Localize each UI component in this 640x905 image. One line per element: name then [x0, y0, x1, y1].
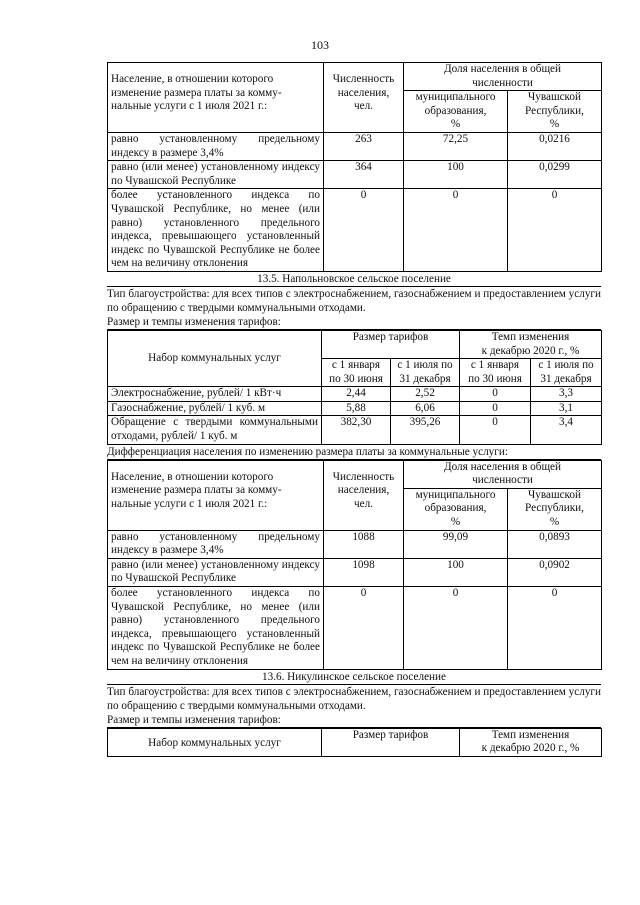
tariff-jan: 5,88	[322, 401, 391, 416]
tariff-rate-jul: 3,3	[531, 387, 602, 402]
tariff-rate-jul: 3,4	[531, 416, 602, 444]
header-rate-cell: Темп изменения к декабрю 2020 г., %	[460, 728, 602, 757]
row-label: более установленного индекса по Чувашской Республике, но менее (или равно) установленного предельного индекса, превышающего установленный индекс по Чувашской Республике не более чем на величину отклонения	[108, 189, 324, 272]
header-size-cell: Размер тарифов	[322, 728, 460, 757]
header-count-cell: Численность населения, чел.	[324, 63, 404, 133]
tariff-jul: 395,26	[391, 416, 460, 444]
row-municipal: 0	[404, 189, 508, 272]
tariffs-caption: Размер и темпы изменения тарифов:	[107, 713, 601, 728]
header-population-cell: Население, в отношении которого изменение размера платы за комму- нальные услуги с 1 июля 2021 г.:	[108, 460, 324, 530]
population-table-1	[107, 62, 602, 272]
header-population-cell: Население, в отношении которого изменение размера платы за комму- нальные услуги с 1 июля 2021 г.:	[108, 63, 324, 133]
row-count: 1098	[324, 558, 404, 586]
header-services-cell: Набор коммунальных услуг	[108, 330, 322, 386]
row-republic: 0,0902	[508, 558, 602, 586]
table-row	[108, 401, 602, 416]
header-jul-cell: с 1 июля по 31 декабря	[391, 359, 460, 387]
row-republic: 0,0893	[508, 530, 602, 558]
tariff-rate-jan: 0	[460, 387, 531, 402]
header-jan-cell: с 1 января по 30 июня	[322, 359, 391, 387]
tariffs-caption: Размер и темпы изменения тарифов:	[107, 315, 601, 330]
row-count: 364	[324, 161, 404, 189]
document-content	[107, 62, 601, 757]
header-share-cell: Доля населения в общей численности	[404, 460, 602, 488]
table-row	[108, 416, 602, 444]
row-label: более установленного индекса по Чувашской Республике, но менее (или равно) установленного предельного индекса, превышающего установленный индекс по Чувашской Республике не более чем на величину отклонения	[108, 587, 324, 670]
row-republic: 0	[508, 587, 602, 670]
row-count: 0	[324, 587, 404, 670]
header-rate-jan-cell: с 1 января по 30 июня	[460, 359, 531, 387]
header-republic-cell: Чувашской Республики, %	[508, 91, 602, 133]
table-row	[108, 161, 602, 189]
row-label: равно установленному предельному индексу в размере 3,4%	[108, 132, 324, 160]
row-republic: 0	[508, 189, 602, 272]
row-municipal: 0	[404, 587, 508, 670]
row-label: равно установленному предельному индексу в размере 3,4%	[108, 530, 324, 558]
header-size-cell: Размер тарифов	[322, 330, 460, 358]
table-row	[108, 558, 602, 586]
tariff-jul: 2,52	[391, 387, 460, 402]
table-row	[108, 189, 602, 272]
tariff-service: Электроснабжение, рублей/ 1 кВт·ч	[108, 387, 322, 402]
row-republic: 0,0216	[508, 132, 602, 160]
table-row	[108, 587, 602, 670]
header-municipal-cell: муниципального образования, %	[404, 488, 508, 530]
header-rate-jul-cell: с 1 июля по 31 декабря	[531, 359, 602, 387]
row-municipal: 99,09	[404, 530, 508, 558]
row-republic: 0,0299	[508, 161, 602, 189]
improvement-text: Тип благоустройства: для всех типов с электроснабжением, газоснабжением и предоставлением услуги по обращению с твердыми коммунальными отходами.	[107, 685, 601, 712]
population-table-2	[107, 460, 602, 670]
table-row	[108, 530, 602, 558]
page-number: 103	[311, 38, 329, 52]
header-count-cell: Численность населения, чел.	[324, 460, 404, 530]
tariff-rate-jan: 0	[460, 416, 531, 444]
tariffs-table-2	[107, 728, 602, 758]
row-municipal: 100	[404, 161, 508, 189]
tariff-service: Газоснабжение, рублей/ 1 куб. м	[108, 401, 322, 416]
section-title: 13.5. Напольновское сельское поселение	[107, 272, 601, 287]
row-label: равно (или менее) установленному индексу по Чувашской Республике	[108, 161, 324, 189]
tariff-service: Обращение с твердыми коммунальными отходами, рублей/ 1 куб. м	[108, 416, 322, 444]
table-row	[108, 387, 602, 402]
improvement-text: Тип благоустройства: для всех типов с электроснабжением, газоснабжением и предоставлением услуги по обращению с твердыми коммунальными отходами.	[107, 287, 601, 314]
table-row	[108, 132, 602, 160]
row-municipal: 100	[404, 558, 508, 586]
row-count: 263	[324, 132, 404, 160]
row-label: равно (или менее) установленному индексу по Чувашской Республике	[108, 558, 324, 586]
header-rate-cell: Темп изменения к декабрю 2020 г., %	[460, 330, 602, 358]
row-municipal: 72,25	[404, 132, 508, 160]
header-municipal-cell: муниципального образования, %	[404, 91, 508, 133]
tariff-jan: 382,30	[322, 416, 391, 444]
tariff-jul: 6,06	[391, 401, 460, 416]
section-title: 13.6. Никулинское сельское поселение	[107, 670, 601, 685]
header-share-cell: Доля населения в общей численности	[404, 63, 602, 91]
row-count: 1088	[324, 530, 404, 558]
diff-caption: Дифференциация населения по изменению размера платы за коммунальные услуги:	[107, 445, 601, 460]
tariffs-table-1	[107, 330, 602, 445]
tariff-rate-jul: 3,1	[531, 401, 602, 416]
tariff-jan: 2,44	[322, 387, 391, 402]
header-services-cell: Набор коммунальных услуг	[108, 728, 322, 757]
row-count: 0	[324, 189, 404, 272]
tariff-rate-jan: 0	[460, 401, 531, 416]
header-republic-cell: Чувашской Республики, %	[508, 488, 602, 530]
